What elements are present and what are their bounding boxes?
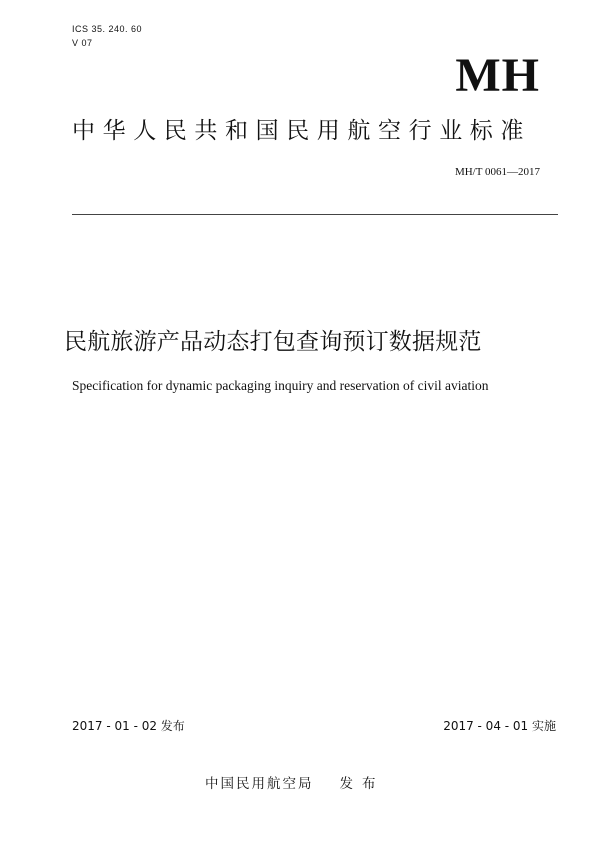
ics-code: ICS 35. 240. 60 (72, 24, 143, 34)
document-title: 民航旅游产品动态打包查询预订数据规范 (64, 329, 482, 355)
issuer-line (205, 775, 385, 793)
industry-mark: MH (455, 49, 540, 102)
header-divider (72, 214, 558, 215)
classification-codes (72, 22, 142, 50)
publish-date: 2017 - 01 - 02 发布 (72, 719, 185, 733)
standard-number: MH/T 0061—2017 (454, 166, 540, 178)
standard-category-title: 中华人民共和国民用航空行业标准 (72, 118, 531, 144)
category-code: V 07 (72, 38, 93, 48)
issuing-authority: 中国民用航空局 (205, 776, 314, 792)
document-title-english: Specification for dynamic packaging inquiry and reservation of civil aviation (72, 378, 489, 393)
issue-action: 发布 (339, 776, 385, 792)
implementation-date: 2017 - 04 - 01 实施 (443, 719, 556, 733)
